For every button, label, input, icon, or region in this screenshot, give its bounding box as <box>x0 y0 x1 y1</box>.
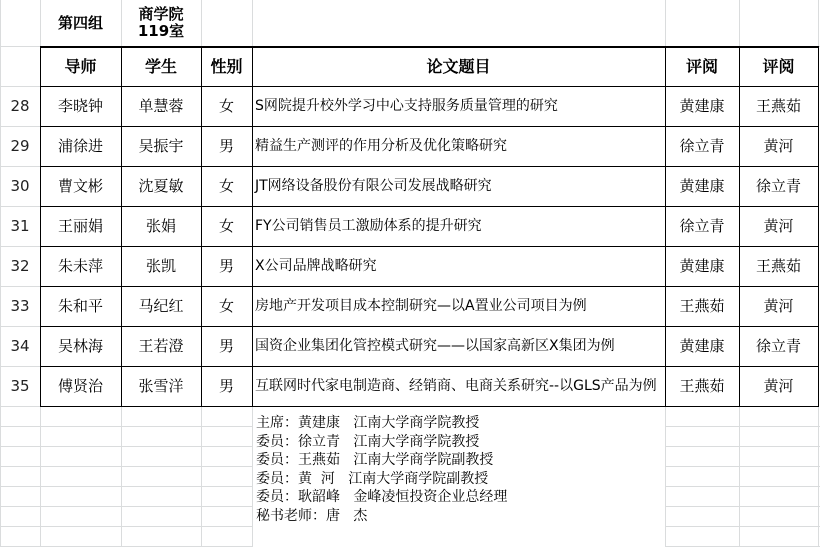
cell-gender: 女 <box>218 177 234 196</box>
gridline <box>40 506 252 507</box>
gridline <box>0 506 40 507</box>
cell-gender: 女 <box>218 297 234 316</box>
committee-line: 委员：耿韶峰 金峰凌恒投资企业总经理 <box>256 489 508 506</box>
committee-line: 委员：黄 河 江南大学商学院副教授 <box>256 470 489 487</box>
cell-advisor: 吴林海 <box>57 337 103 356</box>
gridline <box>0 486 40 487</box>
cell-advisor: 浦徐进 <box>57 137 103 156</box>
header-gender: 性别 <box>210 57 243 77</box>
room-label <box>121 0 201 46</box>
cell-student: 张雪洋 <box>138 377 184 396</box>
row-number: 34 <box>10 337 30 356</box>
cell-reviewer1: 王燕茹 <box>679 297 725 316</box>
room-line-1: 商学院 <box>138 4 184 23</box>
gridline <box>665 486 820 487</box>
gridline <box>40 526 252 527</box>
cell-gender: 女 <box>218 217 234 236</box>
cell-advisor: 傅贤治 <box>57 377 103 396</box>
cell-advisor: 李晓钟 <box>57 97 103 116</box>
cell-gender: 男 <box>218 257 234 276</box>
group-name: 第四组 <box>57 13 103 32</box>
cell-gender: 女 <box>218 97 234 116</box>
cell-reviewer1: 黄建康 <box>679 177 725 196</box>
row-number: 29 <box>10 137 30 156</box>
table-border <box>818 46 819 407</box>
gridline <box>665 426 820 427</box>
cell-student: 张娟 <box>145 217 176 236</box>
gridline <box>665 526 820 527</box>
cell-student: 张凯 <box>145 257 176 276</box>
cell-reviewer1: 黄建康 <box>679 97 725 116</box>
cell-reviewer2: 徐立青 <box>755 337 801 356</box>
gridline <box>665 446 820 447</box>
cell-title: JT网络设备股份有限公司发展战略研究 <box>255 177 492 194</box>
cell-reviewer1: 徐立青 <box>679 137 725 156</box>
cell-reviewer2: 徐立青 <box>755 177 801 196</box>
gridline <box>40 486 252 487</box>
header-thesis-title: 论文题目 <box>426 57 491 77</box>
room-line-2: 119室 <box>137 22 185 40</box>
cell-student: 吴振宇 <box>138 137 184 156</box>
cell-reviewer2: 黄河 <box>763 377 794 396</box>
gridline <box>0 446 40 447</box>
cell-reviewer1: 黄建康 <box>679 337 725 356</box>
gridline <box>40 446 252 447</box>
cell-reviewer2: 王燕茹 <box>755 97 801 116</box>
gridline <box>0 526 40 527</box>
cell-reviewer2: 黄河 <box>763 297 794 316</box>
row-number: 31 <box>10 217 30 236</box>
cell-student: 沈夏敏 <box>138 177 184 196</box>
cell-gender: 男 <box>218 137 234 156</box>
cell-reviewer2: 黄河 <box>763 217 794 236</box>
cell-advisor: 朱未萍 <box>57 257 103 276</box>
header-advisor: 导师 <box>64 57 97 77</box>
committee-line: 秘书老师：唐 杰 <box>256 507 368 524</box>
row-number: 30 <box>10 177 30 196</box>
cell-student: 王若澄 <box>138 337 184 356</box>
gridline <box>0 406 40 407</box>
gridline <box>40 426 252 427</box>
cell-title: FY公司销售员工激励体系的提升研究 <box>255 217 482 234</box>
gridline <box>0 466 40 467</box>
cell-advisor: 曹文彬 <box>57 177 103 196</box>
cell-gender: 男 <box>218 337 234 356</box>
committee-line: 委员：徐立青 江南大学商学院教授 <box>256 433 480 450</box>
cell-student: 马纪红 <box>138 297 184 316</box>
cell-advisor: 朱和平 <box>57 297 103 316</box>
header-reviewer-1: 评阅 <box>685 57 718 77</box>
cell-reviewer2: 黄河 <box>763 137 794 156</box>
header-student: 学生 <box>144 57 177 77</box>
gridline <box>665 506 820 507</box>
header-reviewer-2: 评阅 <box>762 57 795 77</box>
cell-student: 单慧蓉 <box>138 97 184 116</box>
gridline <box>0 426 40 427</box>
cell-title: S网院提升校外学习中心支持服务质量管理的研究 <box>255 97 558 114</box>
cell-title: 精益生产测评的作用分析及优化策略研究 <box>255 137 507 154</box>
row-number: 35 <box>10 377 30 396</box>
committee-list <box>256 414 507 526</box>
cell-reviewer2: 王燕茹 <box>755 257 801 276</box>
cell-advisor: 王丽娟 <box>57 217 103 236</box>
cell-gender: 男 <box>218 377 234 396</box>
cell-title: 互联网时代家电制造商、经销商、电商关系研究--以GLS产品为例 <box>255 377 657 394</box>
cell-reviewer1: 黄建康 <box>679 257 725 276</box>
table-border <box>40 406 819 407</box>
row-number: 32 <box>10 257 30 276</box>
cell-title: 房地产开发项目成本控制研究—以A置业公司项目为例 <box>255 297 587 314</box>
cell-title: 国资企业集团化管控模式研究——以国家高新区X集团为例 <box>255 337 615 354</box>
committee-line: 委员：王燕茹 江南大学商学院副教授 <box>256 452 494 469</box>
cell-reviewer1: 王燕茹 <box>679 377 725 396</box>
cell-reviewer1: 徐立青 <box>679 217 725 236</box>
committee-line: 主席：黄建康 江南大学商学院教授 <box>256 415 480 431</box>
gridline <box>665 466 820 467</box>
gridline <box>40 466 252 467</box>
row-number: 33 <box>10 297 30 316</box>
row-number: 28 <box>10 97 30 116</box>
cell-title: X公司品牌战略研究 <box>255 257 377 274</box>
